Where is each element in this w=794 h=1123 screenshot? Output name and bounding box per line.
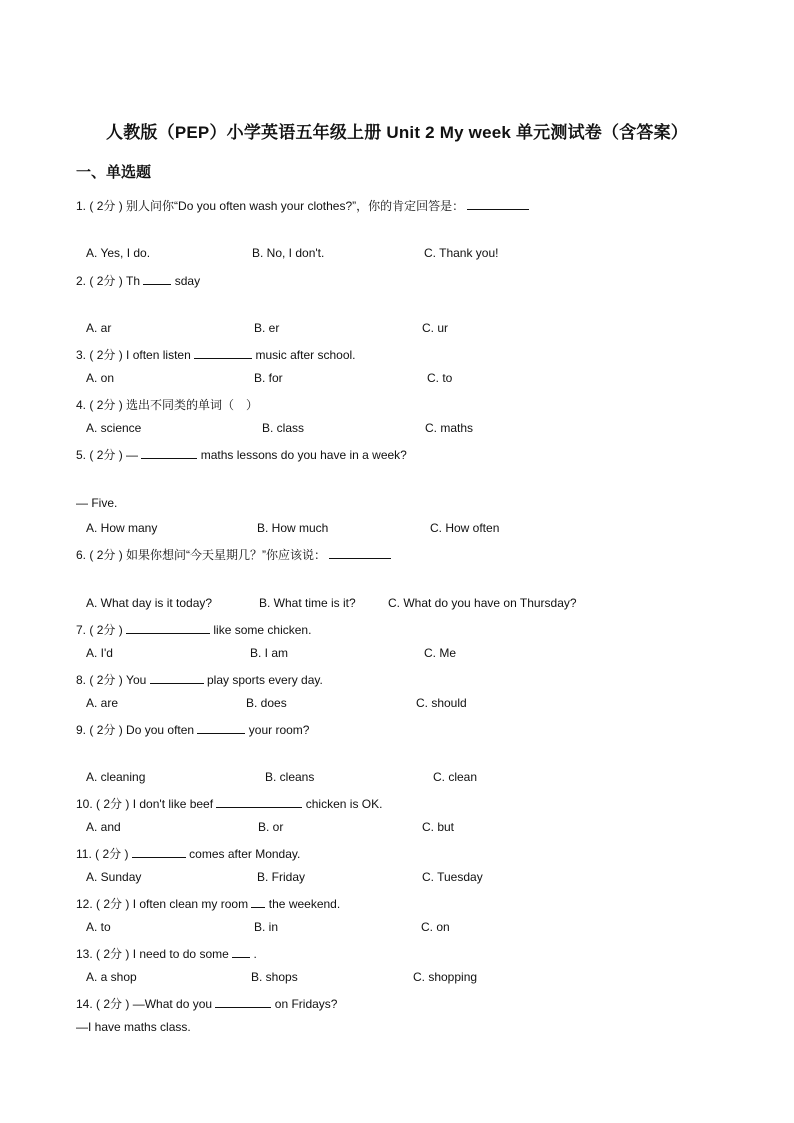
question-4 xyxy=(76,396,258,413)
question-text: You xyxy=(126,673,147,687)
question-text-after: the weekend. xyxy=(268,897,341,911)
answer-blank[interactable] xyxy=(126,622,210,634)
question-1 xyxy=(76,197,529,214)
question-number: 13. xyxy=(76,947,93,961)
question-text-after: chicken is OK. xyxy=(305,797,383,811)
question-text: —What do you xyxy=(132,997,213,1011)
option-a[interactable]: A. I'd xyxy=(86,646,113,660)
question-score: ( 2分 ) xyxy=(96,997,130,1011)
option-b[interactable]: B. Friday xyxy=(257,870,306,884)
option-b[interactable]: B. class xyxy=(262,421,305,435)
option-c[interactable]: C. maths xyxy=(425,421,474,435)
question-text-after: like some chicken. xyxy=(213,623,312,637)
answer-blank[interactable] xyxy=(132,846,186,858)
question-text-after: comes after Monday. xyxy=(189,847,301,861)
answer-blank[interactable] xyxy=(232,946,250,958)
question-text-after: play sports every day. xyxy=(206,673,323,687)
question-score: ( 2分 ) xyxy=(89,548,123,562)
question-9 xyxy=(76,721,309,738)
question-13 xyxy=(76,945,257,962)
question-10 xyxy=(76,795,382,812)
question-5 xyxy=(76,446,407,463)
question-text-after: maths lessons do you have in a week? xyxy=(200,448,407,462)
question-number: 12. xyxy=(76,897,93,911)
option-b[interactable]: B. What time is it? xyxy=(259,596,356,610)
answer-blank[interactable] xyxy=(215,996,271,1008)
question-score: ( 2分 ) xyxy=(89,623,123,637)
option-c[interactable]: C. Thank you! xyxy=(424,246,499,260)
question-score: ( 2分 ) xyxy=(89,723,123,737)
question-text-after: music after school. xyxy=(255,348,356,362)
option-a[interactable]: A. and xyxy=(86,820,121,834)
answer-blank[interactable] xyxy=(467,198,529,210)
question-score: ( 2分 ) xyxy=(89,448,123,462)
question-number: 8. xyxy=(76,673,87,687)
answer-blank[interactable] xyxy=(141,447,197,459)
option-b[interactable]: B. I am xyxy=(250,646,289,660)
question-number: 2. xyxy=(76,274,87,288)
question-text-after: sday xyxy=(174,274,201,288)
option-c[interactable]: C. to xyxy=(427,371,453,385)
option-b[interactable]: B. or xyxy=(258,820,284,834)
option-b[interactable]: B. cleans xyxy=(265,770,315,784)
question-text: I need to do some xyxy=(132,947,229,961)
option-c[interactable]: C. What do you have on Thursday? xyxy=(388,596,577,610)
option-b[interactable]: B. er xyxy=(254,321,280,335)
question-score: ( 2分 ) xyxy=(89,673,123,687)
answer-blank[interactable] xyxy=(251,896,265,908)
answer-blank[interactable] xyxy=(216,796,302,808)
section-heading: 一、单选题 xyxy=(76,164,152,181)
option-b[interactable]: B. How much xyxy=(257,521,329,535)
option-b[interactable]: B. No, I don't. xyxy=(252,246,325,260)
question-number: 4. xyxy=(76,398,87,412)
question-14 xyxy=(76,995,337,1012)
question-number: 9. xyxy=(76,723,87,737)
question-score: ( 2分 ) xyxy=(96,897,130,911)
question-text-after: your room? xyxy=(248,723,310,737)
question-number: 6. xyxy=(76,548,87,562)
question-3 xyxy=(76,346,356,363)
option-a[interactable]: A. How many xyxy=(86,521,158,535)
option-a[interactable]: A. Yes, I do. xyxy=(86,246,151,260)
option-a[interactable]: A. cleaning xyxy=(86,770,146,784)
question-text-after: on Fridays? xyxy=(274,997,338,1011)
question-text: I don't like beef xyxy=(132,797,214,811)
option-c[interactable]: C. Tuesday xyxy=(422,870,483,884)
option-c[interactable]: C. but xyxy=(422,820,455,834)
question-score: ( 2分 ) xyxy=(89,398,123,412)
answer-blank[interactable] xyxy=(329,547,391,559)
answer-blank[interactable] xyxy=(197,722,245,734)
question-score: ( 2分 ) xyxy=(96,947,130,961)
question-text-after: . xyxy=(253,947,257,961)
question-number: 11. xyxy=(76,847,92,861)
question-7 xyxy=(76,621,311,638)
question-2 xyxy=(76,272,200,289)
option-c[interactable]: C. on xyxy=(421,920,450,934)
question-score: ( 2分 ) xyxy=(95,847,129,861)
question-text: Th xyxy=(126,274,141,288)
option-a[interactable]: A. are xyxy=(86,696,119,710)
answer-blank[interactable] xyxy=(150,672,204,684)
option-c[interactable]: C. Me xyxy=(424,646,457,660)
option-a[interactable]: A. on xyxy=(86,371,115,385)
question-number: 3. xyxy=(76,348,87,362)
question-text: I often clean my room xyxy=(132,897,249,911)
option-b[interactable]: B. shops xyxy=(251,970,298,984)
question-number: 10. xyxy=(76,797,93,811)
question-text: I often listen xyxy=(126,348,191,362)
question-number: 14. xyxy=(76,997,93,1011)
option-b[interactable]: B. does xyxy=(246,696,287,710)
question-text: 如果你想问“今天星期几？”你应该说： xyxy=(126,548,327,562)
option-a[interactable]: A. to xyxy=(86,920,111,934)
option-a[interactable]: A. science xyxy=(86,421,142,435)
question-text: — xyxy=(126,448,139,462)
question-number: 1. xyxy=(76,199,87,213)
question-text: Do you often xyxy=(126,723,195,737)
option-c[interactable]: C. clean xyxy=(433,770,478,784)
dialogue-line: —I have maths class. xyxy=(76,1020,191,1034)
option-a[interactable]: A. What day is it today? xyxy=(86,596,213,610)
question-number: 5. xyxy=(76,448,87,462)
page-title: 人教版（PEP）小学英语五年级上册 Unit 2 My week 单元测试卷（含答案） xyxy=(106,123,688,142)
question-12 xyxy=(76,895,340,912)
question-8 xyxy=(76,671,323,688)
option-c[interactable]: C. How often xyxy=(430,521,500,535)
option-a[interactable]: A. Sunday xyxy=(86,870,142,884)
question-score: ( 2分 ) xyxy=(89,274,123,288)
question-text: 选出不同类的单词（ ） xyxy=(126,398,259,412)
option-c[interactable]: C. ur xyxy=(422,321,449,335)
question-number: 7. xyxy=(76,623,87,637)
question-11 xyxy=(76,845,300,862)
answer-blank[interactable] xyxy=(194,347,252,359)
answer-blank[interactable] xyxy=(143,273,171,285)
option-a[interactable]: A. ar xyxy=(86,321,112,335)
question-score: ( 2分 ) xyxy=(96,797,130,811)
option-c[interactable]: C. shopping xyxy=(413,970,478,984)
option-c[interactable]: C. should xyxy=(416,696,467,710)
question-score: ( 2分 ) xyxy=(89,199,123,213)
option-b[interactable]: B. in xyxy=(254,920,279,934)
question-6 xyxy=(76,546,391,563)
question-score: ( 2分 ) xyxy=(89,348,123,362)
option-a[interactable]: A. a shop xyxy=(86,970,137,984)
question-text: 别人问你“Do you often wash your clothes?”，你的肯定回答是： xyxy=(126,199,465,213)
dialogue-line: — Five. xyxy=(76,496,118,510)
option-b[interactable]: B. for xyxy=(254,371,283,385)
